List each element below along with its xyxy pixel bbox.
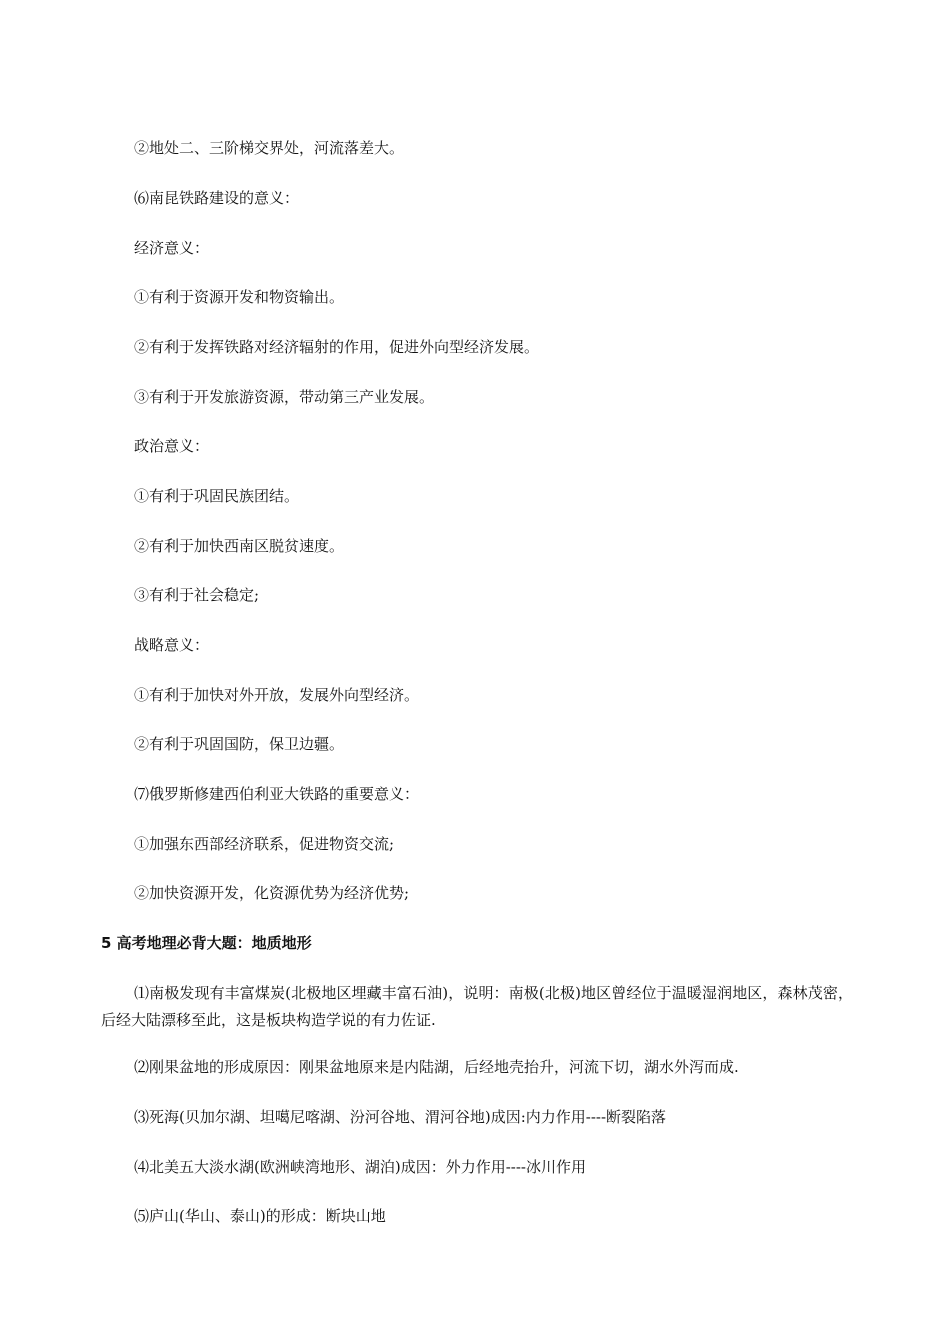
text-line: ②加快资源开发，化资源优势为经济优势;: [134, 884, 410, 902]
text-line: ⑸庐山(华山、泰山)的形成：断块山地: [134, 1207, 386, 1225]
text-line: ⑶死海(贝加尔湖、坦噶尼喀湖、汾河谷地、渭河谷地)成因:内力作用----断裂陷落: [134, 1108, 667, 1126]
paragraph: ⑴南极发现有丰富煤炭(北极地区埋藏丰富石油)，说明：南极(北极)地区曾经位于温暖湿润地区，森林茂密，后经大陆漂移至此，这是板块构造学说的有力佐证.: [101, 984, 853, 1029]
text-line: ②有利于加快西南区脱贫速度。: [134, 537, 345, 555]
text-line: ⑹南昆铁路建设的意义：: [134, 189, 300, 207]
subheading-economic: 经济意义：: [134, 239, 210, 257]
text-line: ③有利于开发旅游资源，带动第三产业发展。: [134, 388, 435, 406]
text-line: ③有利于社会稳定;: [134, 586, 260, 604]
text-line: ①有利于资源开发和物资输出。: [134, 288, 345, 306]
section-heading: 5 高考地理必背大题：地质地形: [101, 934, 312, 952]
text-line: ①有利于巩固民族团结。: [134, 487, 300, 505]
text-line: ②有利于发挥铁路对经济辐射的作用，促进外向型经济发展。: [134, 338, 540, 356]
subheading-political: 政治意义：: [134, 437, 210, 455]
text-line: ②地处二、三阶梯交界处，河流落差大。: [134, 139, 405, 157]
text-line: ①加强东西部经济联系，促进物资交流;: [134, 835, 395, 853]
text-line: ⑷北美五大淡水湖(欧洲峡湾地形、湖泊)成因：外力作用----冰川作用: [134, 1158, 586, 1176]
subheading-strategic: 战略意义：: [134, 636, 210, 654]
text-line: ⑺俄罗斯修建西伯利亚大铁路的重要意义：: [134, 785, 420, 803]
text-line: ②有利于巩固国防，保卫边疆。: [134, 735, 345, 753]
text-line: ①有利于加快对外开放，发展外向型经济。: [134, 686, 420, 704]
text-line: ⑵刚果盆地的形成原因：刚果盆地原来是内陆湖，后经地壳抬升，河流下切，湖水外泻而成.: [134, 1058, 739, 1076]
